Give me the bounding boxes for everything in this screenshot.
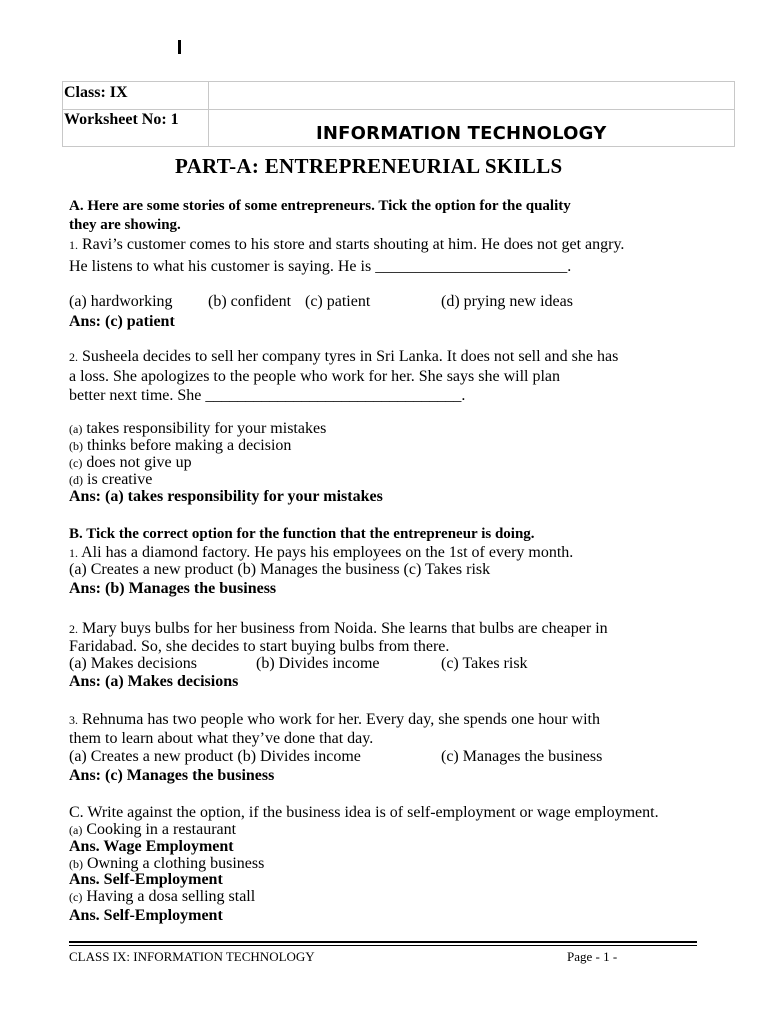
b-q3-answer: Ans: (c) Manages the business bbox=[69, 767, 275, 784]
footer-page-number: Page - 1 - bbox=[567, 949, 618, 964]
b-q1-answer: Ans: (b) Manages the business bbox=[69, 580, 277, 597]
a-q2-number: 2. bbox=[69, 350, 78, 364]
a-q2-line2: a loss. She apologizes to the people who work for her. She says she will plan bbox=[69, 368, 561, 385]
worksheet-label: Worksheet No: 1 bbox=[64, 111, 179, 128]
a-q2-option bbox=[69, 454, 192, 472]
b-q2-option-c: (c) Takes risk bbox=[441, 655, 528, 672]
b-q3-line1 bbox=[69, 711, 600, 729]
c-item bbox=[69, 888, 255, 906]
c-item-text: Having a dosa selling stall bbox=[86, 888, 256, 905]
section-b-heading: B. Tick the correct option for the function that the entrepreneur is doing. bbox=[69, 526, 535, 542]
c-item-text: Cooking in a restaurant bbox=[86, 821, 237, 838]
c-item-label: (b) bbox=[69, 857, 83, 871]
a-q2-option bbox=[69, 437, 291, 455]
c-item-label: (a) bbox=[69, 823, 83, 837]
c-item bbox=[69, 821, 236, 839]
b-q1-text1: Ali has a diamond factory. He pays his employees on the 1st of every month. bbox=[81, 544, 574, 561]
a-q2-option-text: does not give up bbox=[86, 454, 192, 471]
section-a-heading-line1: A. Here are some stories of some entrepreneurs. Tick the option for the quality bbox=[69, 198, 571, 214]
a-q2-option bbox=[69, 471, 152, 489]
a-q2-option-text: takes responsibility for your mistakes bbox=[86, 420, 327, 437]
part-title: PART-A: ENTREPRENEURIAL SKILLS bbox=[175, 154, 563, 178]
a-q1-text1: Ravi’s customer comes to his store and starts shouting at him. He does not get angry. bbox=[82, 236, 625, 253]
footer-left: CLASS IX: INFORMATION TECHNOLOGY bbox=[69, 949, 315, 964]
a-q1-option-b: (b) confident bbox=[208, 293, 292, 310]
a-q2-option-label: (d) bbox=[69, 473, 83, 487]
b-q2-line2: Faridabad. So, she decides to start buying bulbs from there. bbox=[69, 638, 450, 655]
b-q2-answer: Ans: (a) Makes decisions bbox=[69, 673, 239, 690]
section-a-heading-line2: they are showing. bbox=[69, 217, 181, 233]
b-q3-number: 3. bbox=[69, 713, 78, 727]
b-q2-option-b: (b) Divides income bbox=[256, 655, 380, 672]
header-bottom-border bbox=[62, 146, 735, 147]
b-q2-number: 2. bbox=[69, 622, 78, 636]
b-q3-option-c: (c) Manages the business bbox=[441, 748, 603, 765]
a-q1-option-d: (d) prying new ideas bbox=[441, 293, 573, 310]
a-q2-answer: Ans: (a) takes responsibility for your mistakes bbox=[69, 488, 383, 505]
c-item-label: (c) bbox=[69, 890, 83, 904]
a-q2-text1: Susheela decides to sell her company tyres in Sri Lanka. It does not sell and she has bbox=[82, 348, 619, 365]
a-q1-option-c: (c) patient bbox=[305, 293, 371, 310]
a-q1-number: 1. bbox=[69, 238, 78, 252]
c-item-answer: Ans. Self-Employment bbox=[69, 907, 223, 924]
b-q2-option-a: (a) Makes decisions bbox=[69, 655, 197, 672]
a-q2-line1 bbox=[69, 348, 618, 366]
b-q3-option-ab: (a) Creates a new product (b) Divides income bbox=[69, 748, 361, 765]
footer-rule-thick bbox=[69, 941, 697, 943]
a-q2-option bbox=[69, 420, 326, 438]
b-q2-text1: Mary buys bulbs for her business from Noida. She learns that bulbs are cheaper in bbox=[82, 620, 608, 637]
c-item-text: Owning a clothing business bbox=[87, 855, 265, 872]
b-q1-options: (a) Creates a new product (b) Manages the business (c) Takes risk bbox=[69, 561, 491, 578]
a-q2-option-label: (b) bbox=[69, 439, 83, 453]
a-q1-line2: He listens to what his customer is saying. He is ________________________. bbox=[69, 258, 572, 275]
a-q2-option-text: is creative bbox=[87, 471, 153, 488]
b-q2-line1 bbox=[69, 620, 608, 638]
cursor-mark bbox=[178, 40, 181, 54]
class-label: Class: IX bbox=[64, 84, 128, 101]
a-q1-answer: Ans: (c) patient bbox=[69, 313, 175, 330]
a-q2-option-label: (c) bbox=[69, 456, 83, 470]
a-q2-option-text: thinks before making a decision bbox=[87, 437, 292, 454]
a-q2-option-label: (a) bbox=[69, 422, 83, 436]
subject-title: INFORMATION TECHNOLOGY bbox=[316, 123, 607, 144]
a-q2-line3: better next time. She ________________________________. bbox=[69, 387, 466, 404]
c-item-answer: Ans. Self-Employment bbox=[69, 871, 223, 888]
b-q3-text1: Rehnuma has two people who work for her. Every day, she spends one hour with bbox=[82, 711, 600, 728]
section-c-heading: C. Write against the option, if the business idea is of self-employment or wage employment. bbox=[69, 804, 659, 821]
a-q1-option-a: (a) hardworking bbox=[69, 293, 173, 310]
a-q1-line1 bbox=[69, 236, 624, 254]
footer-rule-thin bbox=[69, 945, 697, 946]
b-q3-line2: them to learn about what they’ve done that day. bbox=[69, 730, 374, 747]
b-q1-line1 bbox=[69, 544, 573, 562]
c-item-answer: Ans. Wage Employment bbox=[69, 838, 234, 855]
b-q1-number: 1. bbox=[69, 546, 78, 560]
